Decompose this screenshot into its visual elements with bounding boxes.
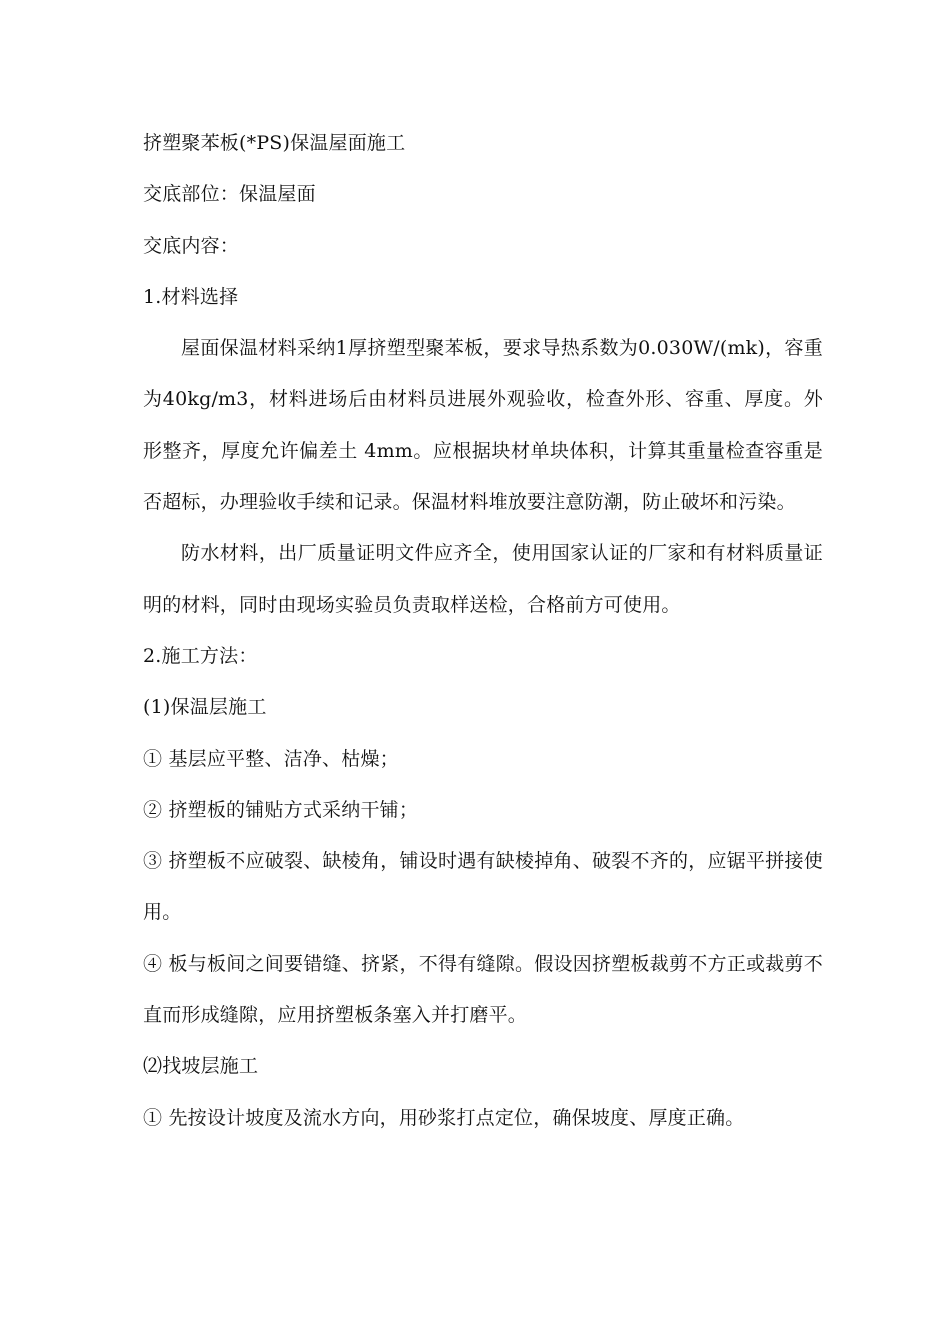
list-item: ① 先按设计坡度及流水方向，用砂浆打点定位，确保坡度、厚度正确。	[143, 1106, 745, 1129]
list-item: ③ 挤塑板不应破裂、缺棱角，铺设时遇有缺棱掉角、破裂不齐的，应锯平拼接使用。	[143, 850, 823, 924]
location-line: 交底部位：保温屋面	[143, 183, 316, 206]
document-title: 挤塑聚苯板(*PS)保温屋面施工	[143, 132, 406, 154]
subsection-heading-slope-layer: ⑵找坡层施工	[143, 1055, 259, 1078]
content-line: 交底内容：	[143, 234, 240, 257]
list-item: ④ 板与板间之间要错缝、挤紧，不得有缝隙。假设因挤塑板裁剪不方正或裁剪不直而形成缝隙，应用挤塑板条塞入并打磨平。	[143, 952, 823, 1027]
paragraph-waterproof-material: 防水材料，出厂质量证明文件应齐全，使用国家认证的厂家和有材料质量证明的材料，同时由现场实验员负责取样送检，合格前方可使用。	[143, 542, 823, 616]
paragraph-insulation-material: 屋面保温材料采纳1厚挤塑型聚苯板，要求导热系数为0.030W/(mk)，容重为40kg/m3，材料进场后由材料员进展外观验收，检查外形、容重、厚度。外形整齐，厚度允许偏差土 4mm。应根据块材单块体积，计算其重量检查容重是否超标，办理验收手续和记录。保温材料堆放要注意防潮，防止破坏和污染。	[143, 337, 823, 514]
list-item: ① 基层应平整、洁净、枯燥；	[143, 747, 399, 770]
subsection-heading-insulation-layer: (1)保温层施工	[143, 696, 267, 719]
document-body	[143, 118, 823, 1144]
section-heading-method: 2.施工方法：	[143, 644, 258, 667]
list-item: ② 挤塑板的铺贴方式采纳干铺；	[143, 798, 419, 821]
section-heading-materials: 1.材料选择	[143, 285, 239, 308]
